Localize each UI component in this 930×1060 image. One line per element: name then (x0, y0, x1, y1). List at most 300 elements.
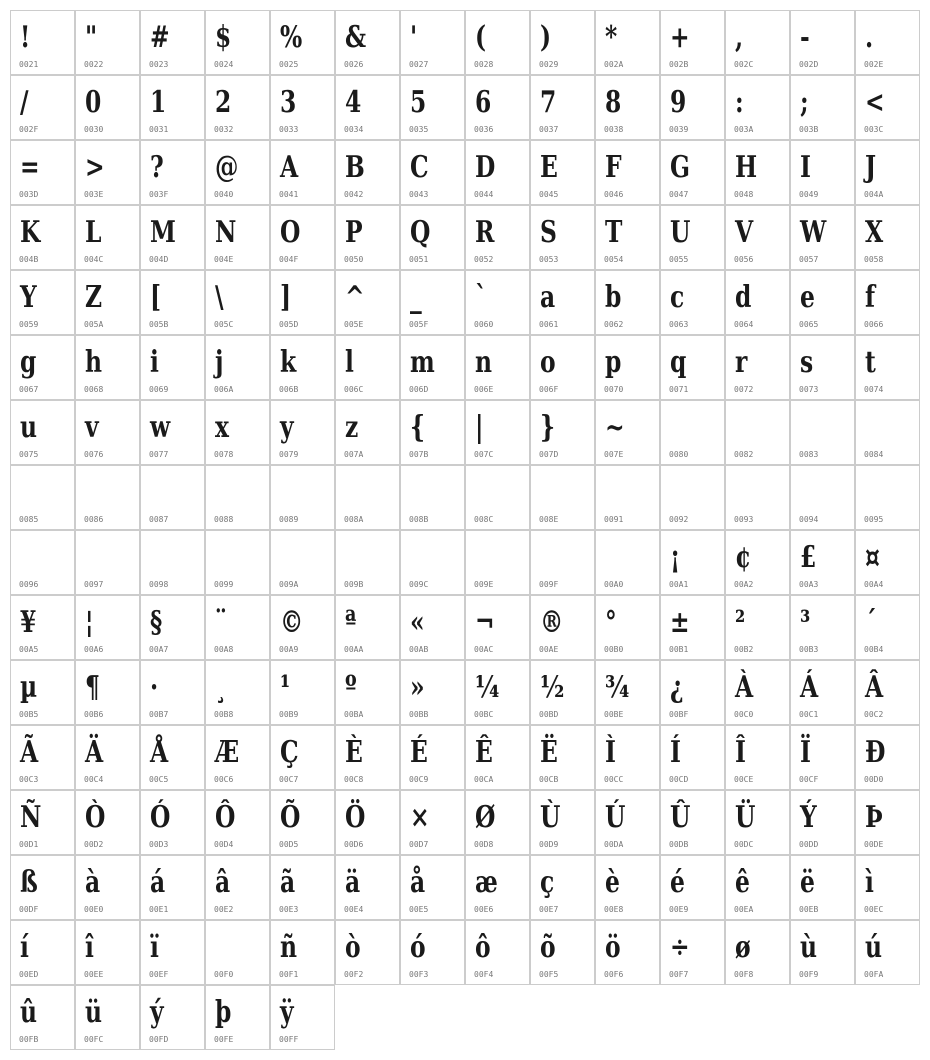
glyph-code: 0038 (604, 125, 624, 134)
glyph-cell (10, 530, 75, 595)
glyph-code: 00E6 (474, 905, 494, 914)
glyph-cell (75, 140, 140, 205)
glyph-char: N (215, 215, 237, 250)
glyph-char: Æ (215, 735, 240, 770)
glyph-char: ¿ (670, 670, 684, 705)
glyph-code: 0075 (19, 450, 39, 459)
glyph-cell (140, 985, 205, 1050)
glyph-cell (205, 335, 270, 400)
glyph-code: 003F (149, 190, 169, 199)
glyph-cell (335, 400, 400, 465)
glyph-cell (530, 270, 595, 335)
glyph-cell (530, 790, 595, 855)
glyph-char: è (605, 865, 620, 900)
glyph-char: C (410, 150, 429, 185)
glyph-code: 0068 (84, 385, 104, 394)
glyph-cell (335, 270, 400, 335)
glyph-code: 00EF (149, 970, 169, 979)
glyph-code: 00A4 (864, 580, 884, 589)
glyph-cell (140, 75, 205, 140)
glyph-code: 005A (84, 320, 104, 329)
glyph-cell (465, 140, 530, 205)
glyph-cell (205, 465, 270, 530)
glyph-code: 00BA (344, 710, 364, 719)
glyph-char: Í (670, 735, 681, 770)
glyph-cell (75, 530, 140, 595)
glyph-char: Ã (20, 735, 39, 770)
glyph-code: 0088 (214, 515, 234, 524)
glyph-code: 00F4 (474, 970, 494, 979)
glyph-code: 006D (409, 385, 429, 394)
glyph-code: 0051 (409, 255, 429, 264)
glyph-char: ê (735, 865, 750, 900)
glyph-char: r (735, 345, 748, 380)
glyph-char: é (670, 865, 685, 900)
glyph-cell (400, 920, 465, 985)
glyph-char: Ï (800, 735, 811, 770)
glyph-cell (10, 855, 75, 920)
glyph-cell (205, 75, 270, 140)
glyph-code: 0036 (474, 125, 494, 134)
glyph-code: 0067 (19, 385, 39, 394)
glyph-cell (270, 465, 335, 530)
glyph-char: È (345, 735, 363, 770)
glyph-cell (465, 465, 530, 530)
glyph-char: t (865, 345, 876, 380)
glyph-code: 00E1 (149, 905, 169, 914)
glyph-cell (595, 855, 660, 920)
glyph-cell (855, 595, 920, 660)
glyph-char: j (215, 345, 224, 380)
glyph-cell (140, 530, 205, 595)
glyph-code: 008C (474, 515, 494, 524)
glyph-char: * (605, 20, 618, 55)
glyph-char: _ (410, 280, 422, 315)
glyph-cell (75, 855, 140, 920)
glyph-char: À (735, 670, 754, 705)
glyph-cell (205, 140, 270, 205)
glyph-code: 009C (409, 580, 429, 589)
glyph-code: 005D (279, 320, 299, 329)
glyph-char: Q (410, 215, 431, 250)
glyph-cell (660, 75, 725, 140)
glyph-cell (855, 465, 920, 530)
glyph-char: 5 (410, 85, 427, 120)
glyph-code: 004C (84, 255, 104, 264)
glyph-code: 00CE (734, 775, 754, 784)
glyph-cell (790, 595, 855, 660)
glyph-code: 0084 (864, 450, 884, 459)
glyph-cell (855, 335, 920, 400)
glyph-char: Ò (85, 800, 106, 835)
glyph-cell (335, 725, 400, 790)
glyph-code: 006A (214, 385, 234, 394)
glyph-char: x (215, 410, 229, 445)
glyph-cell (10, 205, 75, 270)
glyph-code: 0089 (279, 515, 299, 524)
glyph-char: ¬ (475, 605, 495, 640)
glyph-code: 0062 (604, 320, 624, 329)
glyph-char: ÷ (670, 930, 690, 965)
glyph-cell (140, 140, 205, 205)
glyph-cell (75, 400, 140, 465)
glyph-cell (205, 205, 270, 270)
glyph-cell (725, 920, 790, 985)
glyph-cell (270, 400, 335, 465)
glyph-char: ² (735, 605, 746, 640)
glyph-code: 00B9 (279, 710, 299, 719)
glyph-code: 00AE (539, 645, 559, 654)
glyph-code: 00CC (604, 775, 624, 784)
glyph-char: a (540, 280, 556, 315)
glyph-cell (530, 530, 595, 595)
glyph-char: 3 (280, 85, 297, 120)
glyph-char: á (150, 865, 166, 900)
glyph-code: 009F (539, 580, 559, 589)
glyph-code: 0077 (149, 450, 169, 459)
glyph-cell (595, 205, 660, 270)
glyph-cell (10, 335, 75, 400)
glyph-cell (400, 205, 465, 270)
glyph-code: 00FC (84, 1035, 104, 1044)
glyph-char: 0 (85, 85, 102, 120)
glyph-cell (205, 660, 270, 725)
glyph-char: ¡ (670, 540, 681, 575)
glyph-cell (10, 270, 75, 335)
glyph-cell (75, 335, 140, 400)
glyph-char: ¼ (475, 670, 500, 705)
glyph-cell (270, 530, 335, 595)
glyph-cell (270, 270, 335, 335)
glyph-cell (595, 790, 660, 855)
glyph-cell (400, 75, 465, 140)
glyph-code: 0072 (734, 385, 754, 394)
glyph-char: × (410, 800, 430, 835)
glyph-cell (790, 790, 855, 855)
glyph-code: 00AC (474, 645, 494, 654)
glyph-char: ì (865, 865, 874, 900)
glyph-code: 0083 (799, 450, 819, 459)
glyph-code: 0086 (84, 515, 104, 524)
glyph-char: P (345, 215, 363, 250)
glyph-cell (465, 595, 530, 660)
glyph-char: \ (215, 280, 224, 315)
glyph-char: z (345, 410, 359, 445)
glyph-cell (205, 790, 270, 855)
glyph-cell (725, 75, 790, 140)
glyph-code: 007E (604, 450, 624, 459)
glyph-char: Ú (605, 800, 626, 835)
glyph-cell (660, 205, 725, 270)
glyph-char: Ä (85, 735, 104, 770)
glyph-cell (790, 660, 855, 725)
glyph-char: ) (540, 20, 552, 55)
glyph-cell (725, 205, 790, 270)
glyph-code: 00F6 (604, 970, 624, 979)
glyph-code: 00F9 (799, 970, 819, 979)
glyph-cell (855, 10, 920, 75)
glyph-code: 004E (214, 255, 234, 264)
glyph-code: 0064 (734, 320, 754, 329)
glyph-cell (660, 725, 725, 790)
glyph-code: 00E3 (279, 905, 299, 914)
glyph-cell (530, 205, 595, 270)
glyph-char: , (735, 20, 744, 55)
glyph-code: 009E (474, 580, 494, 589)
glyph-char: Ê (475, 735, 493, 770)
glyph-cell (660, 140, 725, 205)
glyph-cell (335, 465, 400, 530)
glyph-cell (725, 725, 790, 790)
glyph-cell (790, 920, 855, 985)
glyph-cell (855, 75, 920, 140)
glyph-code: 00DF (19, 905, 39, 914)
glyph-code: 005E (344, 320, 364, 329)
glyph-code: 0065 (799, 320, 819, 329)
glyph-cell (595, 530, 660, 595)
glyph-code: 0078 (214, 450, 234, 459)
glyph-char: ~ (605, 410, 625, 445)
glyph-char: ¶ (85, 670, 100, 705)
glyph-code: 00A9 (279, 645, 299, 654)
glyph-code: 00A8 (214, 645, 234, 654)
glyph-cell (400, 270, 465, 335)
glyph-cell (10, 660, 75, 725)
glyph-cell (595, 595, 660, 660)
glyph-char: A (280, 150, 299, 185)
glyph-code: 00B6 (84, 710, 104, 719)
glyph-code: 00C6 (214, 775, 234, 784)
glyph-cell (725, 465, 790, 530)
glyph-char: v (85, 410, 99, 445)
glyph-char: E (540, 150, 558, 185)
glyph-code: 00BF (669, 710, 689, 719)
glyph-cell (400, 465, 465, 530)
glyph-code: 00EE (84, 970, 104, 979)
glyph-cell (465, 205, 530, 270)
glyph-cell (140, 595, 205, 660)
glyph-code: 0055 (669, 255, 689, 264)
glyph-code: 0029 (539, 60, 559, 69)
glyph-char: ü (85, 995, 103, 1030)
glyph-code: 00C8 (344, 775, 364, 784)
glyph-char: ç (540, 865, 555, 900)
glyph-char: c (670, 280, 685, 315)
glyph-code: 0032 (214, 125, 234, 134)
glyph-code: 0087 (149, 515, 169, 524)
glyph-cell (595, 335, 660, 400)
glyph-code: 0059 (19, 320, 39, 329)
glyph-code: 00FB (19, 1035, 39, 1044)
glyph-char: ´ (865, 605, 877, 640)
glyph-cell (335, 660, 400, 725)
glyph-cell (270, 10, 335, 75)
glyph-cell (790, 270, 855, 335)
glyph-char: i (150, 345, 159, 380)
glyph-code: 00EB (799, 905, 819, 914)
glyph-cell (205, 920, 270, 985)
glyph-cell (530, 75, 595, 140)
glyph-char: # (150, 20, 170, 55)
glyph-cell (140, 400, 205, 465)
glyph-code: 0076 (84, 450, 104, 459)
glyph-char: Ç (280, 735, 299, 770)
glyph-char: T (605, 215, 623, 250)
glyph-char: 9 (670, 85, 687, 120)
glyph-char: e (800, 280, 815, 315)
glyph-cell (855, 270, 920, 335)
glyph-cell (10, 920, 75, 985)
glyph-code: 0039 (669, 125, 689, 134)
glyph-code: 0048 (734, 190, 754, 199)
glyph-code: 007C (474, 450, 494, 459)
glyph-char: æ (475, 865, 498, 900)
glyph-cell (140, 10, 205, 75)
glyph-cell (140, 855, 205, 920)
glyph-char: ] (280, 280, 292, 315)
glyph-char: F (605, 150, 622, 185)
glyph-code: 007D (539, 450, 559, 459)
glyph-cell (855, 855, 920, 920)
glyph-code: 0095 (864, 515, 884, 524)
glyph-char: Y (20, 280, 37, 315)
glyph-cell (205, 10, 270, 75)
glyph-code: 00AA (344, 645, 364, 654)
glyph-code: 0053 (539, 255, 559, 264)
glyph-code: 0073 (799, 385, 819, 394)
glyph-char: } (540, 410, 556, 445)
glyph-grid (10, 10, 920, 1050)
glyph-code: 00DC (734, 840, 754, 849)
glyph-code: 0035 (409, 125, 429, 134)
glyph-char: ; (800, 85, 809, 120)
glyph-char: þ (215, 995, 232, 1030)
glyph-code: 002E (864, 60, 884, 69)
glyph-code: 00C0 (734, 710, 754, 719)
glyph-code: 0034 (344, 125, 364, 134)
glyph-cell (725, 530, 790, 595)
glyph-cell (855, 790, 920, 855)
glyph-char: f (865, 280, 876, 315)
glyph-cell (75, 465, 140, 530)
glyph-cell (530, 920, 595, 985)
glyph-code: 00EC (864, 905, 884, 914)
glyph-char: ¾ (605, 670, 630, 705)
glyph-char: Z (85, 280, 103, 315)
glyph-char: { (410, 410, 426, 445)
glyph-char: q (670, 345, 687, 380)
glyph-cell (10, 725, 75, 790)
glyph-cell (725, 855, 790, 920)
glyph-cell (660, 335, 725, 400)
glyph-cell (335, 790, 400, 855)
glyph-cell (855, 140, 920, 205)
glyph-code: 00A7 (149, 645, 169, 654)
glyph-code: 00EA (734, 905, 754, 914)
glyph-char: ò (345, 930, 361, 965)
glyph-char: Ø (475, 800, 496, 835)
glyph-cell (465, 270, 530, 335)
glyph-char: ¨ (215, 605, 227, 640)
glyph-cell (335, 140, 400, 205)
glyph-char: Ñ (20, 800, 42, 835)
glyph-char: ¸ (215, 670, 227, 705)
glyph-char: Û (670, 800, 691, 835)
glyph-char: ± (670, 605, 690, 640)
glyph-code: 0063 (669, 320, 689, 329)
glyph-cell (205, 530, 270, 595)
glyph-char: â (215, 865, 231, 900)
glyph-cell (10, 400, 75, 465)
glyph-char: m (410, 345, 435, 380)
glyph-cell (530, 660, 595, 725)
glyph-cell (660, 855, 725, 920)
glyph-code: 0042 (344, 190, 364, 199)
glyph-code: 0054 (604, 255, 624, 264)
glyph-char: å (410, 865, 426, 900)
glyph-char: Ü (735, 800, 756, 835)
glyph-code: 00DD (799, 840, 819, 849)
glyph-code: 0043 (409, 190, 429, 199)
glyph-code: 0071 (669, 385, 689, 394)
glyph-cell (140, 920, 205, 985)
glyph-char: u (20, 410, 38, 445)
glyph-char: G (670, 150, 690, 185)
glyph-code: 005C (214, 320, 234, 329)
glyph-cell (725, 400, 790, 465)
glyph-code: 0031 (149, 125, 169, 134)
glyph-cell (75, 660, 140, 725)
glyph-char: y (280, 410, 294, 445)
glyph-code: 002B (669, 60, 689, 69)
glyph-code: 0079 (279, 450, 299, 459)
glyph-code: 00A1 (669, 580, 689, 589)
glyph-char: 2 (215, 85, 232, 120)
glyph-code: 008A (344, 515, 364, 524)
glyph-code: 0022 (84, 60, 104, 69)
glyph-cell (725, 660, 790, 725)
glyph-code: 004F (279, 255, 299, 264)
glyph-cell (400, 530, 465, 595)
glyph-code: 0024 (214, 60, 234, 69)
glyph-code: 00FF (279, 1035, 299, 1044)
glyph-code: 00D4 (214, 840, 234, 849)
glyph-cell (595, 140, 660, 205)
glyph-cell (400, 855, 465, 920)
glyph-code: 00A6 (84, 645, 104, 654)
glyph-code: 00DE (864, 840, 884, 849)
glyph-code: 00C9 (409, 775, 429, 784)
glyph-code: 007A (344, 450, 364, 459)
glyph-char: û (20, 995, 38, 1030)
glyph-char: Ð (865, 735, 886, 770)
glyph-cell (205, 855, 270, 920)
glyph-char: g (20, 345, 37, 380)
glyph-char: M (150, 215, 176, 250)
glyph-cell (140, 790, 205, 855)
glyph-cell (400, 140, 465, 205)
glyph-cell (75, 75, 140, 140)
glyph-code: 0058 (864, 255, 884, 264)
glyph-char: w (150, 410, 171, 445)
glyph-code: 00C4 (84, 775, 104, 784)
glyph-code: 00A2 (734, 580, 754, 589)
glyph-cell (400, 595, 465, 660)
glyph-code: 003B (799, 125, 819, 134)
glyph-cell (75, 595, 140, 660)
glyph-code: 0061 (539, 320, 559, 329)
glyph-code: 00D1 (19, 840, 39, 849)
